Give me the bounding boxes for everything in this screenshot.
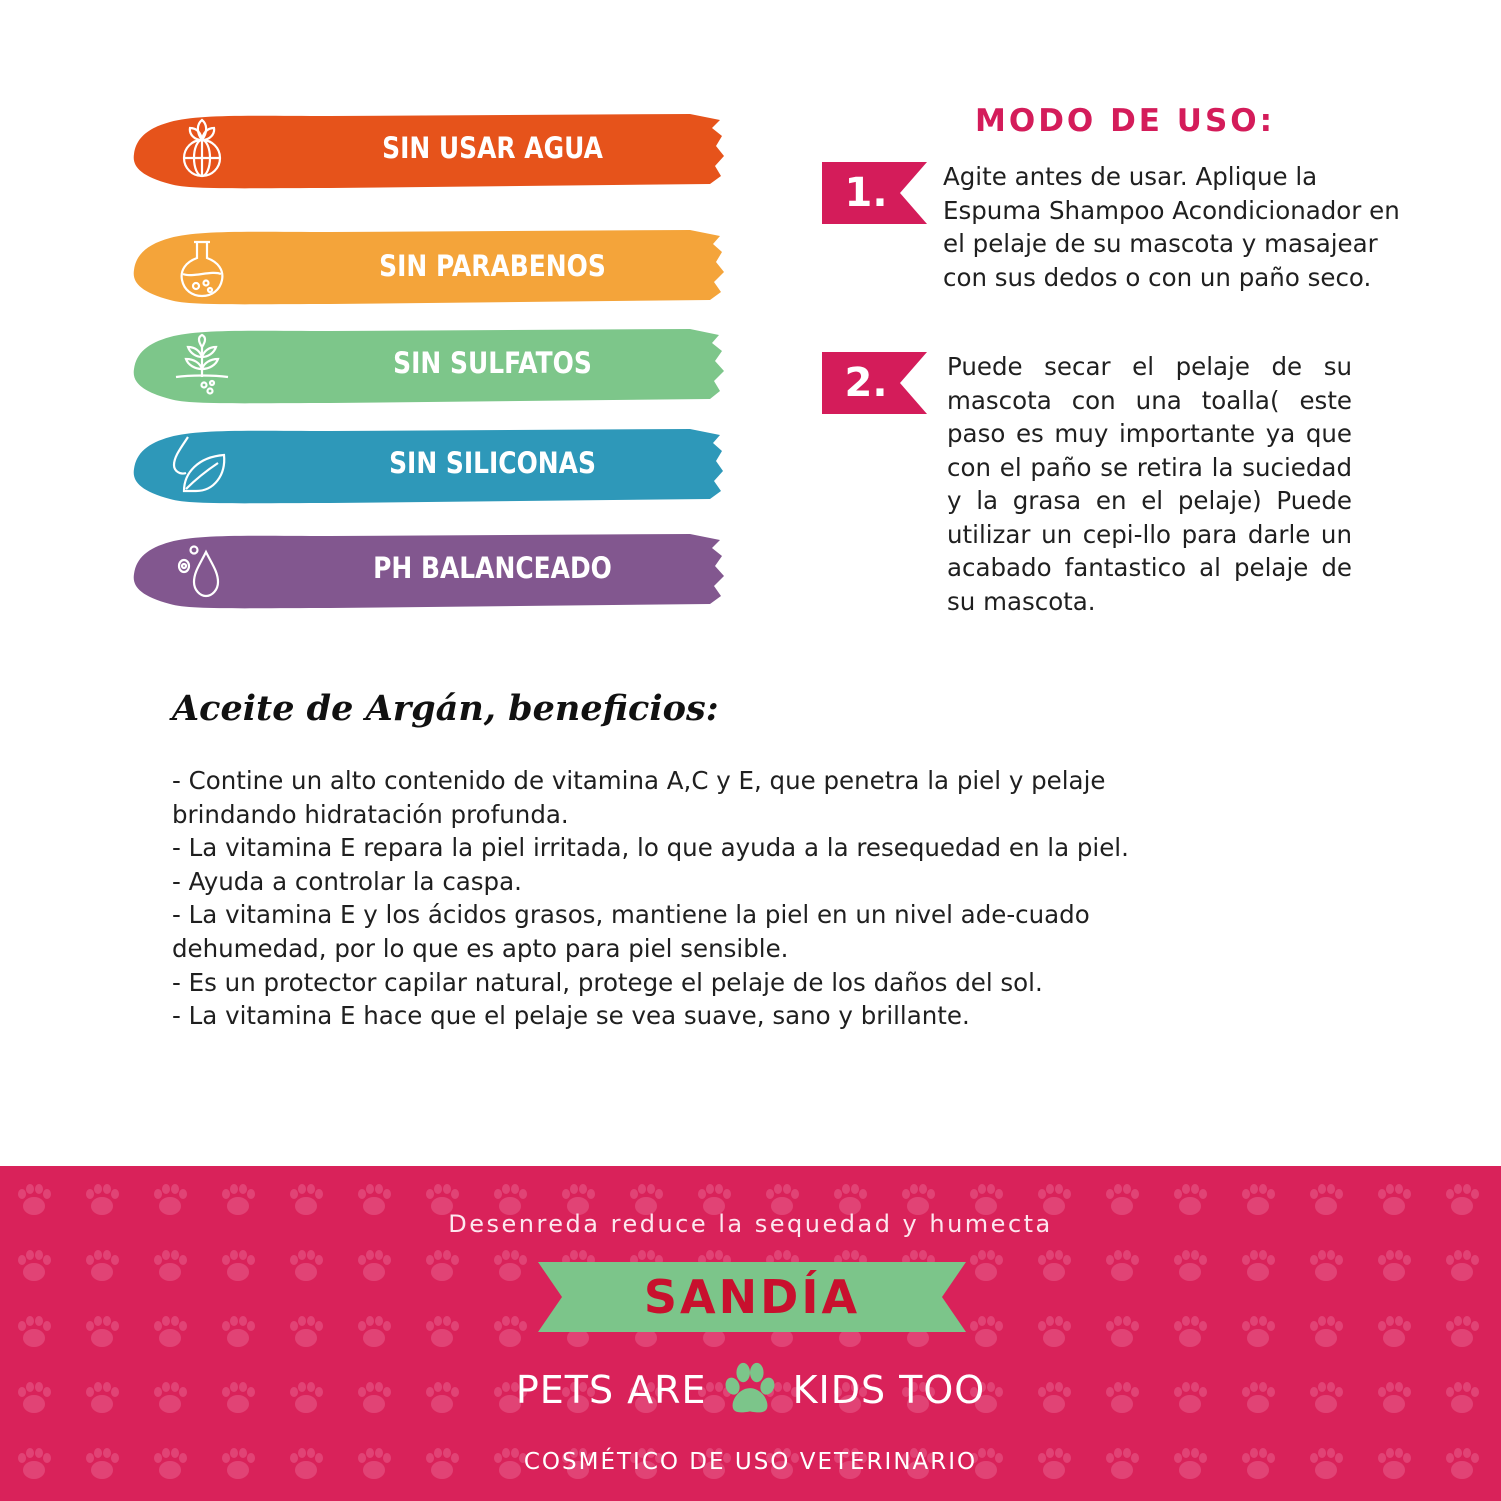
flask-icon [170, 236, 234, 300]
benefits-list [172, 764, 1152, 1033]
globe-plant-icon [170, 118, 234, 182]
product-name: SANDÍA [643, 1270, 861, 1324]
brand-text-right: KIDS TOO [792, 1368, 986, 1412]
sprout-icon [170, 333, 234, 397]
badge-ph-balanceado [130, 520, 725, 620]
tagline: Desenreda reduce la sequedad y humecta [448, 1210, 1053, 1238]
badge-sin-usar-agua [130, 100, 725, 200]
step-text: Agite antes de usar. Aplique la Espuma Shampoo Acondicionador en el pelaje de su mascota y masajear con sus dedos o con un paño seco. [943, 162, 1400, 292]
modo-de-uso-title: MODO DE USO: [975, 103, 1276, 139]
benefits-title: Aceite de Argán, beneficios: [172, 688, 719, 729]
benefit-item: - Es un protector capilar natural, protege el pelaje de los daños del sol. [172, 967, 1043, 997]
brand-text-left: PETS ARE [515, 1368, 707, 1412]
benefit-item: - Ayuda a controlar la caspa. [172, 866, 522, 896]
veterinary-subline: COSMÉTICO DE USO VETERINARIO [523, 1449, 978, 1475]
step-number-badge [822, 352, 927, 414]
features-list [130, 100, 730, 630]
badge-label: SIN PARABENOS [379, 249, 606, 283]
badge-label: PH BALANCEADO [373, 551, 612, 585]
step-text: Puede secar el pelaje de su mascota con una toalla( este paso es muy importante ya que con el paño se retira la suciedad y la grasa en el pelaje) Puede utilizar un cepi-llo para darle un acabado fantastico al pelaje de su mascota. [947, 352, 1352, 616]
badge-label: SIN SULFATOS [393, 346, 592, 380]
step-number: 2. [844, 360, 888, 406]
badge-sin-sulfatos [130, 315, 725, 415]
badge-label: SIN SILICONAS [389, 446, 596, 480]
leaf-drop-icon [170, 433, 234, 497]
paw-icon [719, 1359, 781, 1421]
step-number-badge [822, 162, 927, 224]
badge-label: SIN USAR AGUA [382, 131, 603, 165]
badge-sin-siliconas [130, 415, 725, 515]
benefit-item: - La vitamina E repara la piel irritada, lo que ayuda a la resequedad en la piel. [172, 833, 1129, 863]
product-ribbon [538, 1262, 966, 1332]
badge-sin-parabenos [130, 218, 725, 318]
benefit-item: - La vitamina E hace que el pelaje se vea suave, sano y brillante. [172, 1001, 970, 1031]
benefit-item: - La vitamina E y los ácidos grasos, mantiene la piel en un nivel ade-cuado dehumedad, por lo que es apto para piel sensible. [172, 900, 1098, 963]
benefit-item: - Contine un alto contenido de vitamina A,C y E, que penetra la piel y pelaje brindando hidratación profunda. [172, 766, 1114, 829]
step-number: 1. [844, 170, 888, 216]
brand-logo [0, 1360, 1501, 1420]
droplet-icon [170, 538, 234, 602]
